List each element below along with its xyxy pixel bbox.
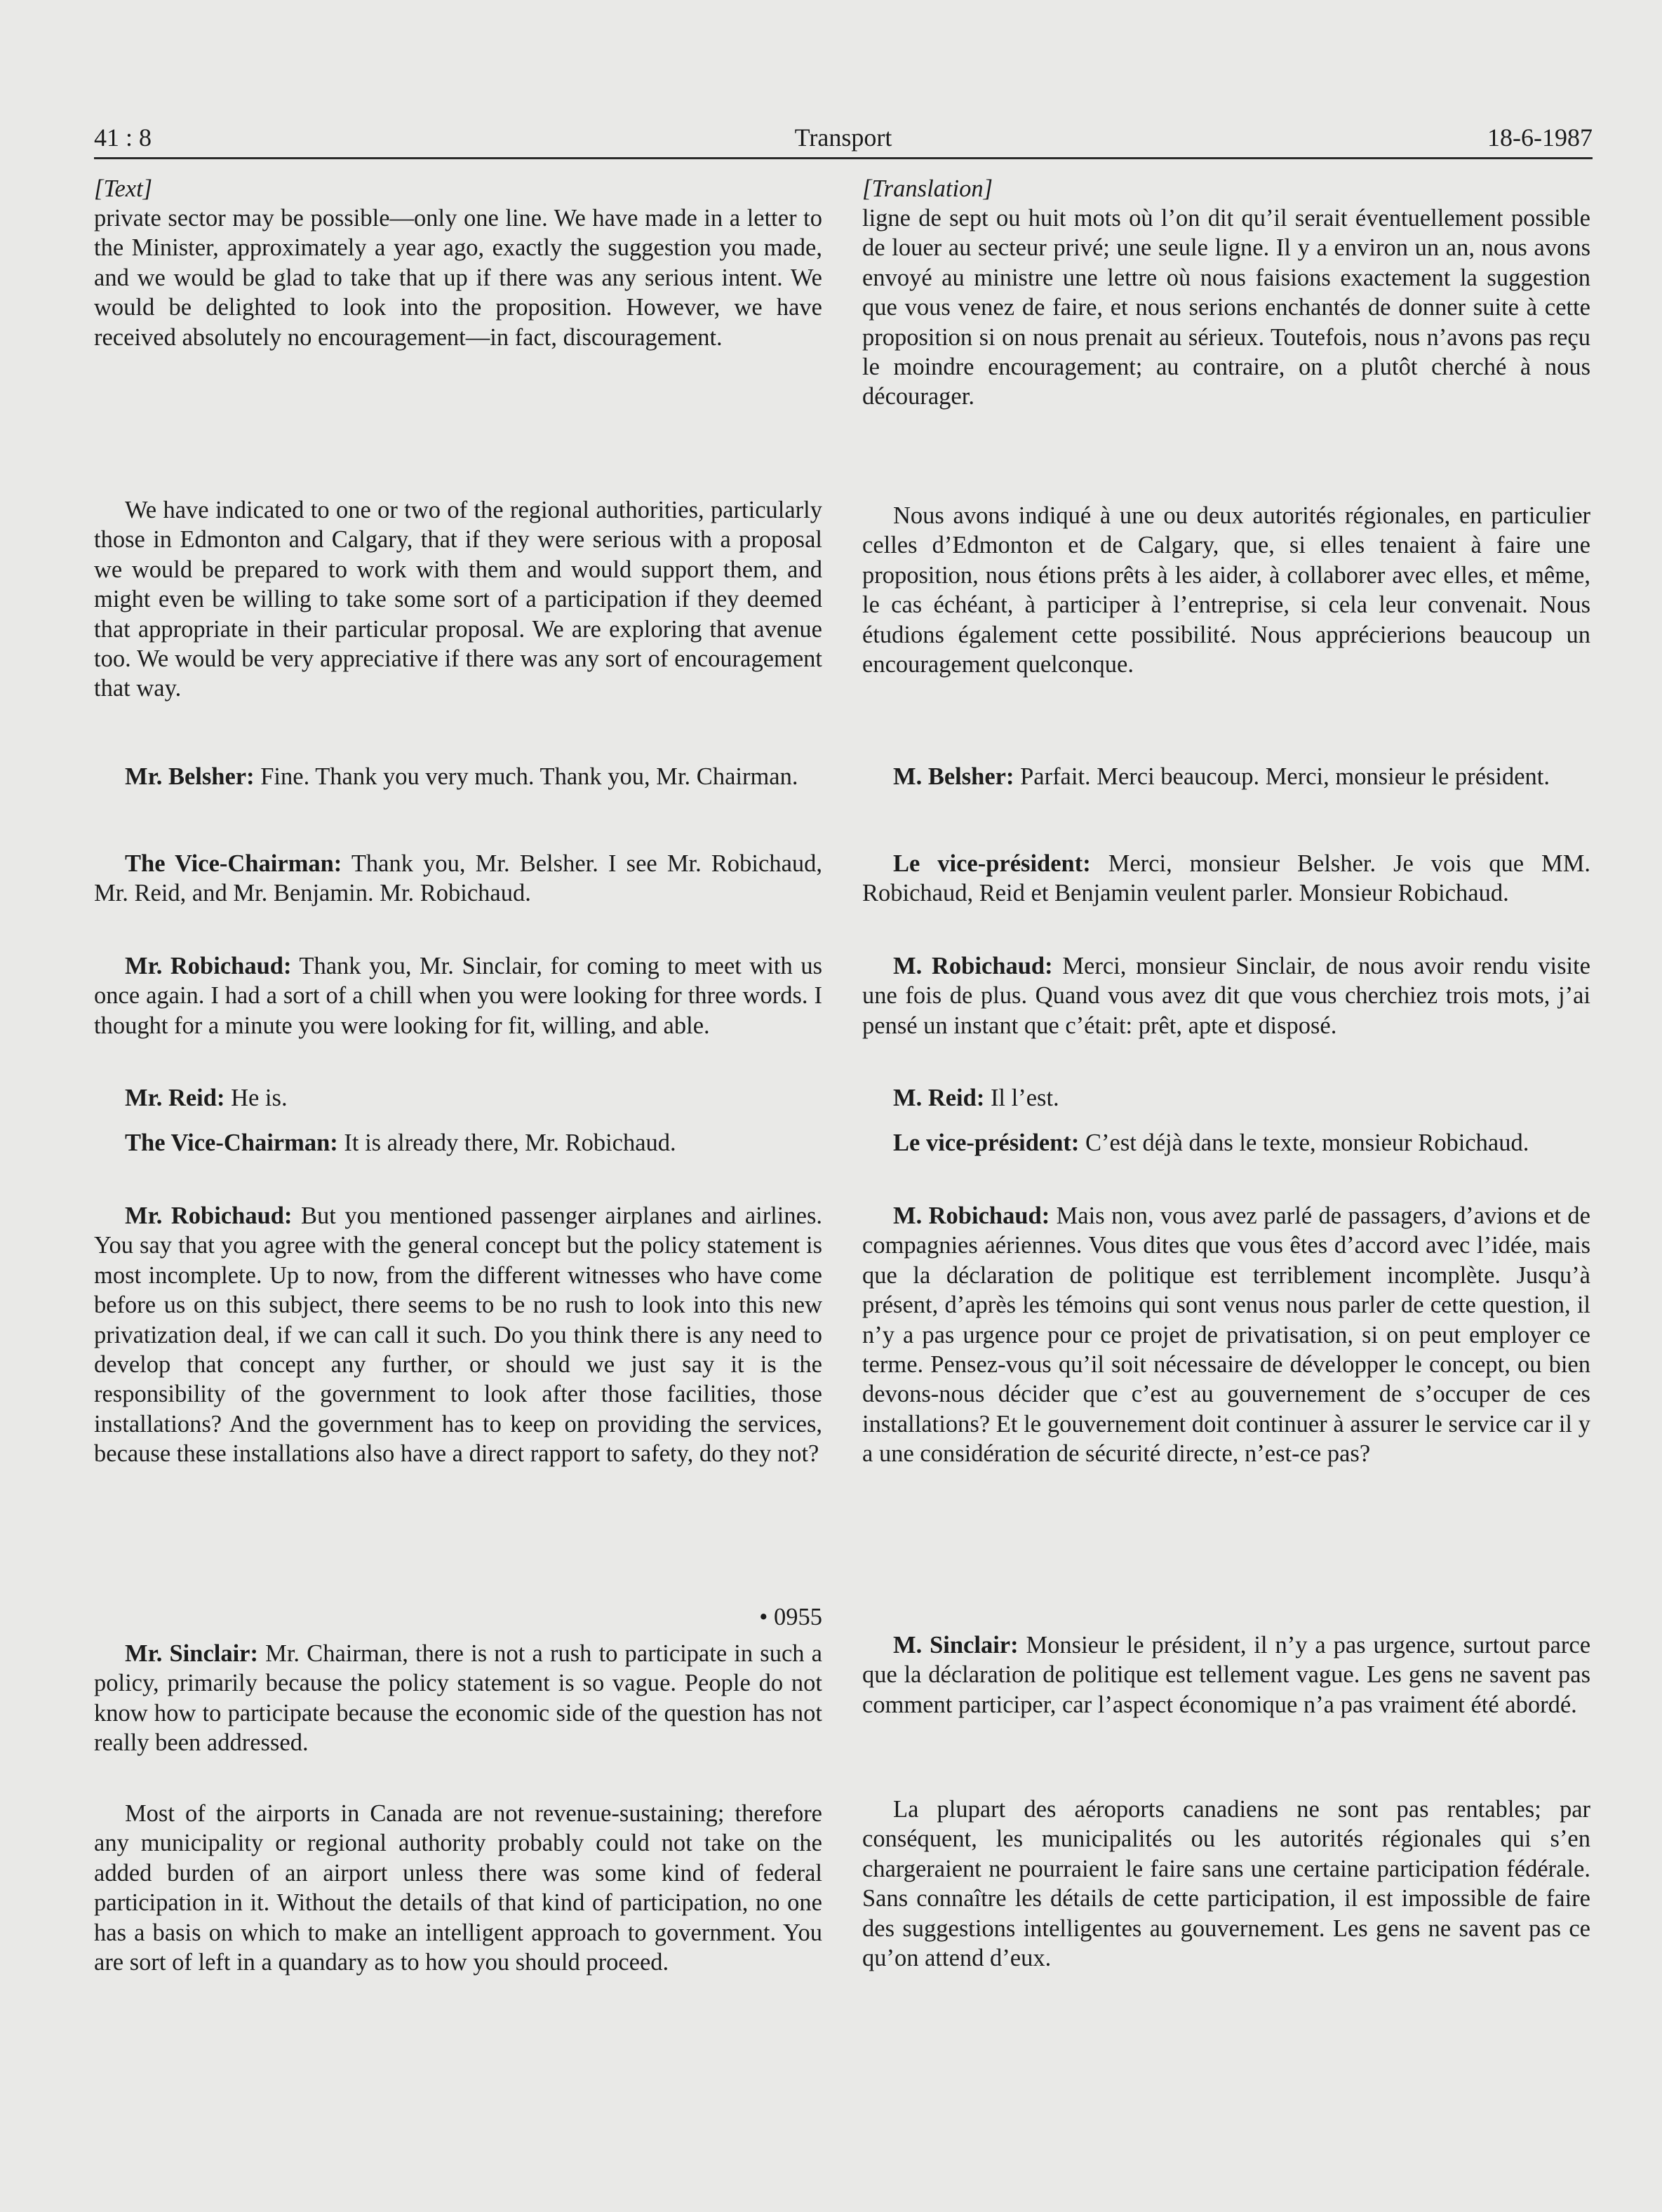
speaker-paragraph: M. Reid: Il l’est.	[893, 1085, 1059, 1111]
speaker-paragraph: Mr. Reid: He is.	[125, 1085, 288, 1111]
speaker-name: Mr. Belsher:	[125, 763, 255, 790]
header-date: 18-6-1987	[1487, 123, 1593, 152]
paragraph: ligne de sept ou huit mots où l’on dit qu’il serait éventuellement possible de louer au secteur privé; une seule ligne. Il y a environ un an, nous avons envoyé au ministre une lettre où nous faisions exactement la suggestion que vous venez de faire, et nous serions enchantés de donner suite à cette proposition si on nous prenait au sérieux. Toutefois, nous n’avons pas reçu le moindre encouragement; au contraire, on a plutôt cherché à nous décourager.	[862, 205, 1590, 410]
paragraph: We have indicated to one or two of the regional authorities, particularly those in Edmonton and Calgary, that if they were serious with a proposal we would be prepared to work with them and would support them, and might even be willing to take some sort of a participation if they deemed that appropriate in their particular proposal. We are exploring that avenue too. We would be very appreciative if there was any sort of encouragement that way.	[94, 497, 822, 702]
speaker-name: The Vice-Chairman:	[125, 1130, 338, 1156]
speaker-paragraph: Mr. Sinclair: Mr. Chairman, there is not a rush to participate in such a policy, primarily because the policy statement is so vague. People do not know how to participate because the economic side of the question has not really been addressed.	[94, 1640, 822, 1757]
translation-language-tag: [Translation]	[862, 175, 993, 202]
page-number: 41 : 8	[94, 123, 152, 152]
speaker-paragraph: Mr. Robichaud: But you mentioned passenger airplanes and airlines. You say that you agree with the general concept but the policy statement is most incomplete. Up to now, from the different witnesses who have come before us on this subject, there seems to be no rush to look into this new privatization deal, if we can call it such. Do you think there is any need to develop that concept any further, or should we just say it is the responsibility of the government to look after those facilities, those installations? And the government has to keep on providing the services, because these installations also have a direct rapport to safety, do they not?	[94, 1202, 823, 1468]
speaker-paragraph: M. Robichaud: Mais non, vous avez parlé de passagers, d’avions et de compagnies aériennes. Vous dites que vous êtes d’accord avec l’idée, mais que la déclaration de politique est terriblement incomplète. Jusqu’à présent, d’après les témoins qui sont venus nous parler de cette question, il n’y a pas urgence pour ce projet de privatisation, si on peut employer ce terme. Pensez-vous qu’il soit nécessaire de développer le concept, ou bien devons-nous décider que c’est au gouvernement de s’occuper de ces installations? Et le gouvernement doit continuer à assurer le service car il y a une considération de sécurité directe, n’est-ce pas?	[862, 1202, 1590, 1468]
speaker-paragraph: Le vice-président: C’est déjà dans le texte, monsieur Robichaud.	[893, 1130, 1529, 1156]
speaker-name: Mr. Robichaud:	[125, 953, 292, 979]
speaker-name: M. Robichaud:	[893, 953, 1053, 979]
text-language-tag: [Text]	[94, 175, 153, 202]
speaker-name: The Vice-Chairman:	[125, 850, 342, 877]
speaker-name: M. Belsher:	[893, 763, 1014, 790]
speaker-name: Le vice-président:	[893, 850, 1091, 877]
speaker-name: Mr. Reid:	[125, 1085, 225, 1111]
speaker-paragraph: The Vice-Chairman: It is already there, Mr. Robichaud.	[125, 1130, 676, 1156]
paragraph: Most of the airports in Canada are not revenue-sustaining; therefore any municipality or regional authority probably could not take on the added burden of an airport unless there was some kind of federal participation in it. Without the details of that kind of participation, no one has a basis on which to make an intelligent approach to government. You are sort of left in a quandary as to how you should proceed.	[94, 1800, 822, 1976]
speaker-paragraph: M. Sinclair: Monsieur le président, il n’y a pas urgence, surtout parce que la déclaration de politique est tellement vague. Les gens ne savent pas comment participer, car l’aspect économique n’a pas vraiment été abordé.	[862, 1632, 1591, 1718]
paragraph: private sector may be possible—only one line. We have made in a letter to the Minister, approximately a year ago, exactly the suggestion you made, and we would be glad to take that up if there was any serious intent. We would be delighted to look into the proposition. However, we have received absolutely no encouragement—in fact, discouragement.	[94, 205, 822, 351]
paragraph: La plupart des aéroports canadiens ne sont pas rentables; par conséquent, les municipalités ou les autorités régionales qui s’en chargeraient ne pourraient le faire sans une certaine participation fédérale. Sans connaître les détails de cette participation, il est impossible de faire des suggestions intelligentes au gouvernement. Les gens ne savent pas ce qu’on attend d’eux.	[862, 1796, 1590, 1972]
speaker-name: Mr. Robichaud:	[125, 1202, 293, 1229]
speaker-name: Mr. Sinclair:	[125, 1640, 258, 1667]
running-title: Transport	[794, 123, 892, 152]
speaker-name: M. Sinclair:	[893, 1632, 1019, 1658]
speaker-paragraph: Mr. Robichaud: Thank you, Mr. Sinclair, for coming to meet with us once again. I had a sort of a chill when you were looking for three words. I thought for a minute you were looking for fit, willing, and able.	[94, 953, 822, 1039]
paragraph: Nous avons indiqué à une ou deux autorités régionales, en particulier celles d’Edmonton et de Calgary, que, si elles tenaient à faire une proposition, nous étions prêts à les aider, à collaborer avec elles, et même, le cas échéant, à participer à l’entreprise, si cela leur convenait. Nous étudions également cette possibilité. Nous apprécierions beaucoup un encouragement quelconque.	[862, 502, 1590, 678]
time-marker: • 0955	[759, 1604, 822, 1630]
speaker-paragraph: M. Belsher: Parfait. Merci beaucoup. Merci, monsieur le président.	[893, 763, 1550, 790]
speaker-name: M. Robichaud:	[893, 1202, 1050, 1229]
speaker-paragraph: Le vice-président: Merci, monsieur Belsher. Je vois que MM. Robichaud, Reid et Benjamin veulent parler. Monsieur Robichaud.	[862, 850, 1591, 907]
speaker-name: Le vice-président:	[893, 1130, 1080, 1156]
speaker-paragraph: M. Robichaud: Merci, monsieur Sinclair, de nous avoir rendu visite une fois de plus. Quand vous avez dit que vous cherchiez trois mots, j’ai pensé un instant que c’était: prêt, apte et disposé.	[862, 953, 1590, 1039]
speaker-paragraph: Mr. Belsher: Fine. Thank you very much. Thank you, Mr. Chairman.	[125, 763, 798, 790]
speaker-paragraph: The Vice-Chairman: Thank you, Mr. Belsher. I see Mr. Robichaud, Mr. Reid, and Mr. Benjamin. Mr. Robichaud.	[94, 850, 823, 907]
page-header	[94, 118, 1593, 159]
speaker-name: M. Reid:	[893, 1085, 985, 1111]
